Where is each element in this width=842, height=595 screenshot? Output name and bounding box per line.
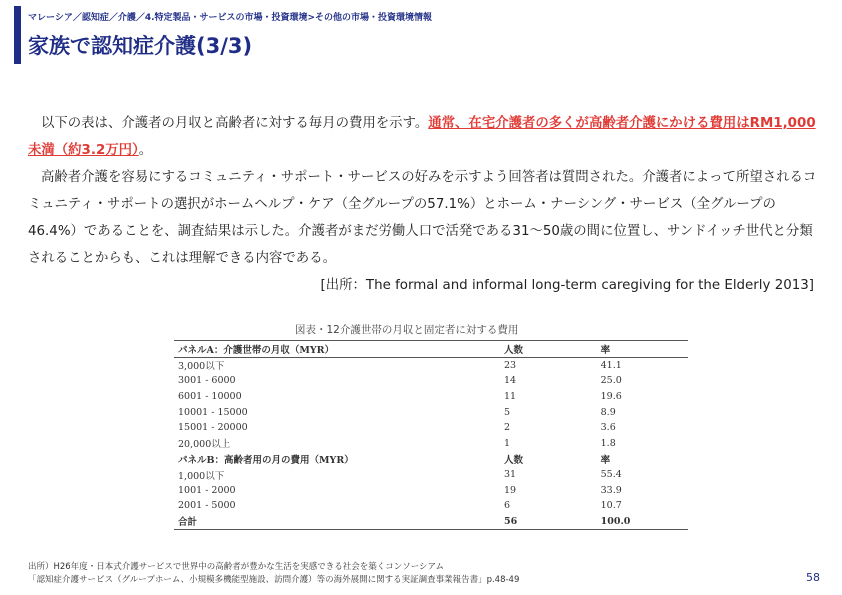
range-cell: 1001 - 2000 bbox=[178, 484, 236, 496]
paragraph-1-end: 。 bbox=[138, 143, 153, 158]
count-cell: 31 bbox=[503, 469, 517, 481]
table-caption: 図表・12介護世帯の月収と固定者に対する費用 bbox=[295, 324, 519, 336]
range-cell: 2001 - 5000 bbox=[178, 500, 236, 512]
table-row bbox=[174, 467, 688, 483]
rate-cell: 25.0 bbox=[600, 375, 622, 387]
column-rate-header: 率 bbox=[597, 341, 688, 358]
count-cell: 6 bbox=[503, 500, 510, 512]
count-cell: 23 bbox=[503, 359, 517, 371]
rate-cell: 33.9 bbox=[600, 484, 622, 496]
paragraph-2: 高齢者介護を容易にするコミュニティ・サポート・サービスの好みを示すよう回答者は質問された。介護者によって所望されるコミュニティ・サポートの選択がホームヘルプ・ケア（全グループの57.1%）とホーム・ナーシング・サービス（全グループの46.4%）であることを、調査結果は示した。介護者がまだ労働人口で活発である31～50歳の間に位置し、サンドイッチ世代と分類されることからも、これは理解できる内容である。 bbox=[28, 170, 817, 266]
data-table bbox=[174, 340, 688, 530]
count-cell: 5 bbox=[503, 406, 510, 418]
range-cell: 3001 - 6000 bbox=[178, 375, 236, 387]
footnote bbox=[28, 561, 519, 587]
rate-cell: 41.1 bbox=[600, 359, 622, 371]
panel-b-header-row bbox=[174, 451, 688, 467]
range-cell: 20,000以上 bbox=[178, 439, 231, 451]
source-citation: [出所：The formal and informal long-term caregiving for the Elderly 2013] bbox=[320, 278, 814, 293]
rate-cell: 55.4 bbox=[600, 469, 622, 481]
table-row bbox=[174, 420, 688, 436]
count-cell: 2 bbox=[503, 422, 510, 434]
rate-cell: 1.8 bbox=[600, 437, 616, 449]
title-accent-bar bbox=[14, 6, 21, 64]
total-label: 合計 bbox=[174, 514, 500, 530]
count-cell: 19 bbox=[503, 484, 517, 496]
column-rate-header: 率 bbox=[600, 454, 611, 466]
rate-cell: 19.6 bbox=[600, 391, 622, 403]
panel-a-label: パネルA：介護世帯の月収（MYR） bbox=[174, 341, 500, 358]
table-row bbox=[174, 389, 688, 405]
total-count: 56 bbox=[500, 514, 597, 530]
range-cell: 6001 - 10000 bbox=[178, 391, 242, 403]
table-row bbox=[174, 404, 688, 420]
rate-cell: 3.6 bbox=[600, 422, 616, 434]
table-row bbox=[174, 482, 688, 498]
table-row bbox=[174, 357, 688, 373]
table-header-row bbox=[174, 341, 688, 358]
range-cell: 10001 - 15000 bbox=[178, 406, 248, 418]
panel-b-label: パネルB：高齢者用の月の費用（MYR） bbox=[178, 454, 354, 466]
count-cell: 11 bbox=[503, 391, 517, 403]
table-row bbox=[174, 373, 688, 389]
body-text bbox=[28, 110, 820, 299]
range-cell: 3,000以下 bbox=[178, 361, 225, 373]
paragraph-1-highlight: 通常、在宅介護者の多くが高齢者介護にかける費用はRM1,000未満（約3.2万円） bbox=[28, 116, 816, 158]
page-title: 家族で認知症介護(3/3) bbox=[28, 34, 253, 58]
paragraph-1-text: 以下の表は、介護者の月収と高齢者に対する毎月の費用を示す。 bbox=[41, 116, 429, 131]
footnote-line-1: 出所）H26年度・日本式介護サービスで世界中の高齢者が豊かな生活を実感できる社会を築くコンソーシアム bbox=[28, 562, 444, 572]
column-count-header: 人数 bbox=[503, 454, 523, 466]
breadcrumb: マレーシア／認知症／介護／4.特定製品・サービスの市場・投資環境>その他の市場・投資環境情報 bbox=[28, 13, 433, 23]
table-row bbox=[174, 436, 688, 452]
range-cell: 15001 - 20000 bbox=[178, 422, 248, 434]
rate-cell: 10.7 bbox=[600, 500, 622, 512]
table-total-row bbox=[174, 514, 688, 530]
range-cell: 1,000以下 bbox=[178, 470, 225, 482]
footnote-line-2: 「認知症介護サービス（グループホーム、小規模多機能型施設、訪問介護）等の海外展開に関する実証調査事業報告書」p.48-49 bbox=[28, 575, 520, 585]
count-cell: 14 bbox=[503, 375, 517, 387]
total-rate: 100.0 bbox=[597, 514, 688, 530]
paragraph-1 bbox=[28, 110, 820, 164]
column-count-header: 人数 bbox=[500, 341, 597, 358]
count-cell: 1 bbox=[503, 437, 510, 449]
page-number: 58 bbox=[806, 571, 820, 584]
table-row bbox=[174, 498, 688, 514]
rate-cell: 8.9 bbox=[600, 406, 616, 418]
